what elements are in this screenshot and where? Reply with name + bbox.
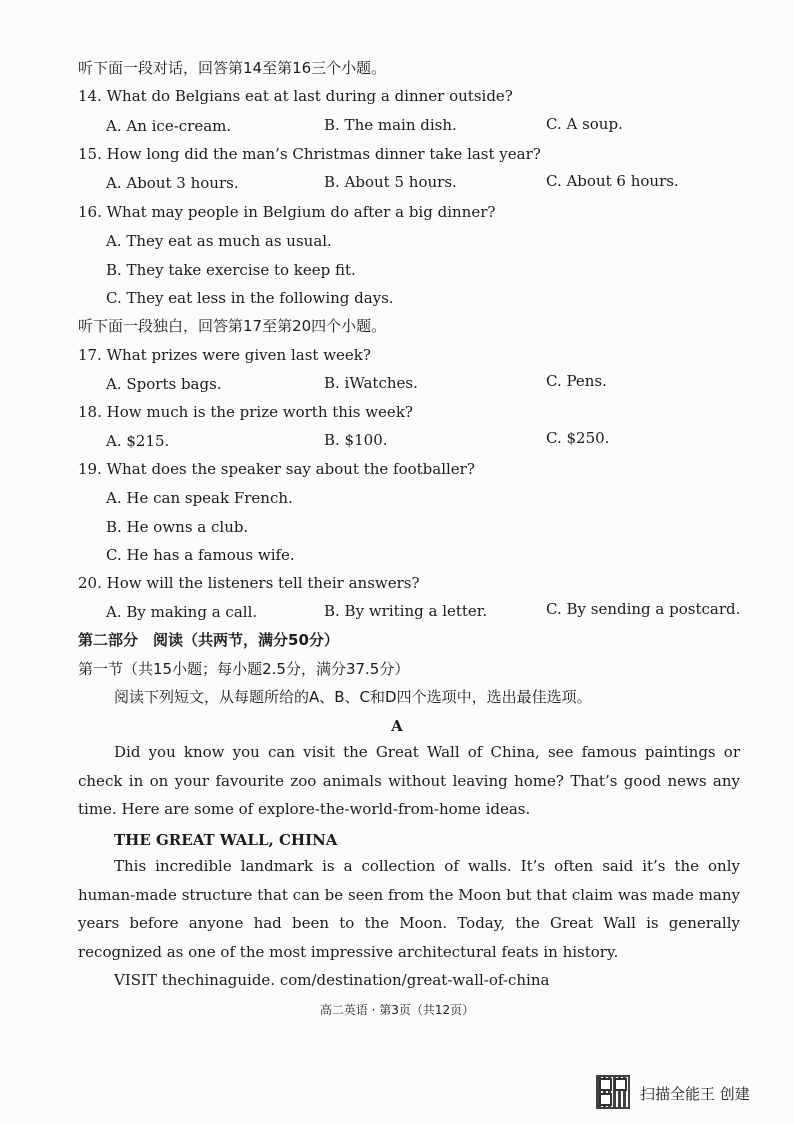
question-20-option-b: B. By writing a letter.: [324, 602, 488, 620]
reading-instructions: 阅读下列短文，从每题所给的A、B、C和D四个选项中，选出最佳选项。: [114, 688, 592, 706]
question-15-stem: 15. How long did the man’s Christmas dinner take last year?: [78, 145, 541, 163]
question-15-option-b: B. About 5 hours.: [324, 173, 457, 191]
question-17-option-c: C. Pens.: [546, 372, 607, 390]
question-14-stem: 14. What do Belgians eat at last during a dinner outside?: [78, 87, 513, 105]
question-16-stem: 16. What may people in Belgium do after a big dinner?: [78, 203, 496, 221]
question-17-stem: 17. What prizes were given last week?: [78, 346, 371, 364]
question-14-option-b: B. The main dish.: [324, 116, 457, 134]
passage-label: A: [391, 717, 403, 735]
question-20-option-a: A. By making a call.: [106, 603, 258, 621]
section-one-title: 第一节（共15小题；每小题2.5分，满分37.5分）: [78, 660, 410, 678]
question-16-option-c: C. They eat less in the following days.: [106, 289, 394, 307]
question-20-option-c: C. By sending a postcard.: [546, 600, 741, 618]
scan-watermark-text: 扫描全能王 创建: [640, 1085, 750, 1103]
great-wall-paragraph: This incredible landmark is a collection of walls. It’s often said it’s the only human-made structure that can be seen from the Moon but that claim was made many years before anyone had been to the Moon. Today, the Great Wall is generally recognized as one of the most impressive architectural feats in history.: [78, 857, 740, 961]
question-20-stem: 20. How will the listeners tell their answers?: [78, 574, 420, 592]
question-18-option-b: B. $100.: [324, 431, 388, 449]
question-19-option-b: B. He owns a club.: [106, 518, 249, 536]
question-18-option-a: A. $215.: [106, 432, 170, 450]
question-19-stem: 19. What does the speaker say about the footballer?: [78, 460, 475, 478]
question-15-option-c: C. About 6 hours.: [546, 172, 679, 190]
question-19-option-a: A. He can speak French.: [106, 489, 293, 507]
question-17-option-b: B. iWatches.: [324, 374, 418, 392]
page-footer: 高二英语 · 第3页（共12页）: [319, 1003, 475, 1017]
intro-paragraph: Did you know you can visit the Great Wall of China, see famous paintings or check in on your favourite zoo animals without leaving home? That’s good news any time. Here are some of explore-the-world-from-home ideas.: [78, 743, 740, 818]
question-16-option-b: B. They take exercise to keep fit.: [106, 261, 356, 279]
part-two-title: 第二部分 阅读（共两节，满分50分）: [78, 631, 339, 649]
question-17-option-a: A. Sports bags.: [106, 375, 222, 393]
qr-code-icon: [596, 1075, 630, 1109]
great-wall-heading: THE GREAT WALL, CHINA: [114, 831, 338, 849]
question-19-option-c: C. He has a famous wife.: [106, 546, 295, 564]
question-18-option-c: C. $250.: [546, 429, 610, 447]
section-intro-monologue: 听下面一段独白，回答第17至第20四个小题。: [78, 317, 387, 335]
question-14-option-a: A. An ice-cream.: [106, 117, 232, 135]
scan-watermark: [596, 1075, 776, 1111]
section-intro-dialogue: 听下面一段对话，回答第14至第16三个小题。: [78, 59, 387, 77]
question-18-stem: 18. How much is the prize worth this week?: [78, 403, 413, 421]
visit-link[interactable]: VISIT thechinaguide. com/destination/great-wall-of-china: [114, 971, 550, 989]
question-16-option-a: A. They eat as much as usual.: [106, 232, 332, 250]
question-14-option-c: C. A soup.: [546, 115, 623, 133]
question-15-option-a: A. About 3 hours.: [106, 174, 239, 192]
